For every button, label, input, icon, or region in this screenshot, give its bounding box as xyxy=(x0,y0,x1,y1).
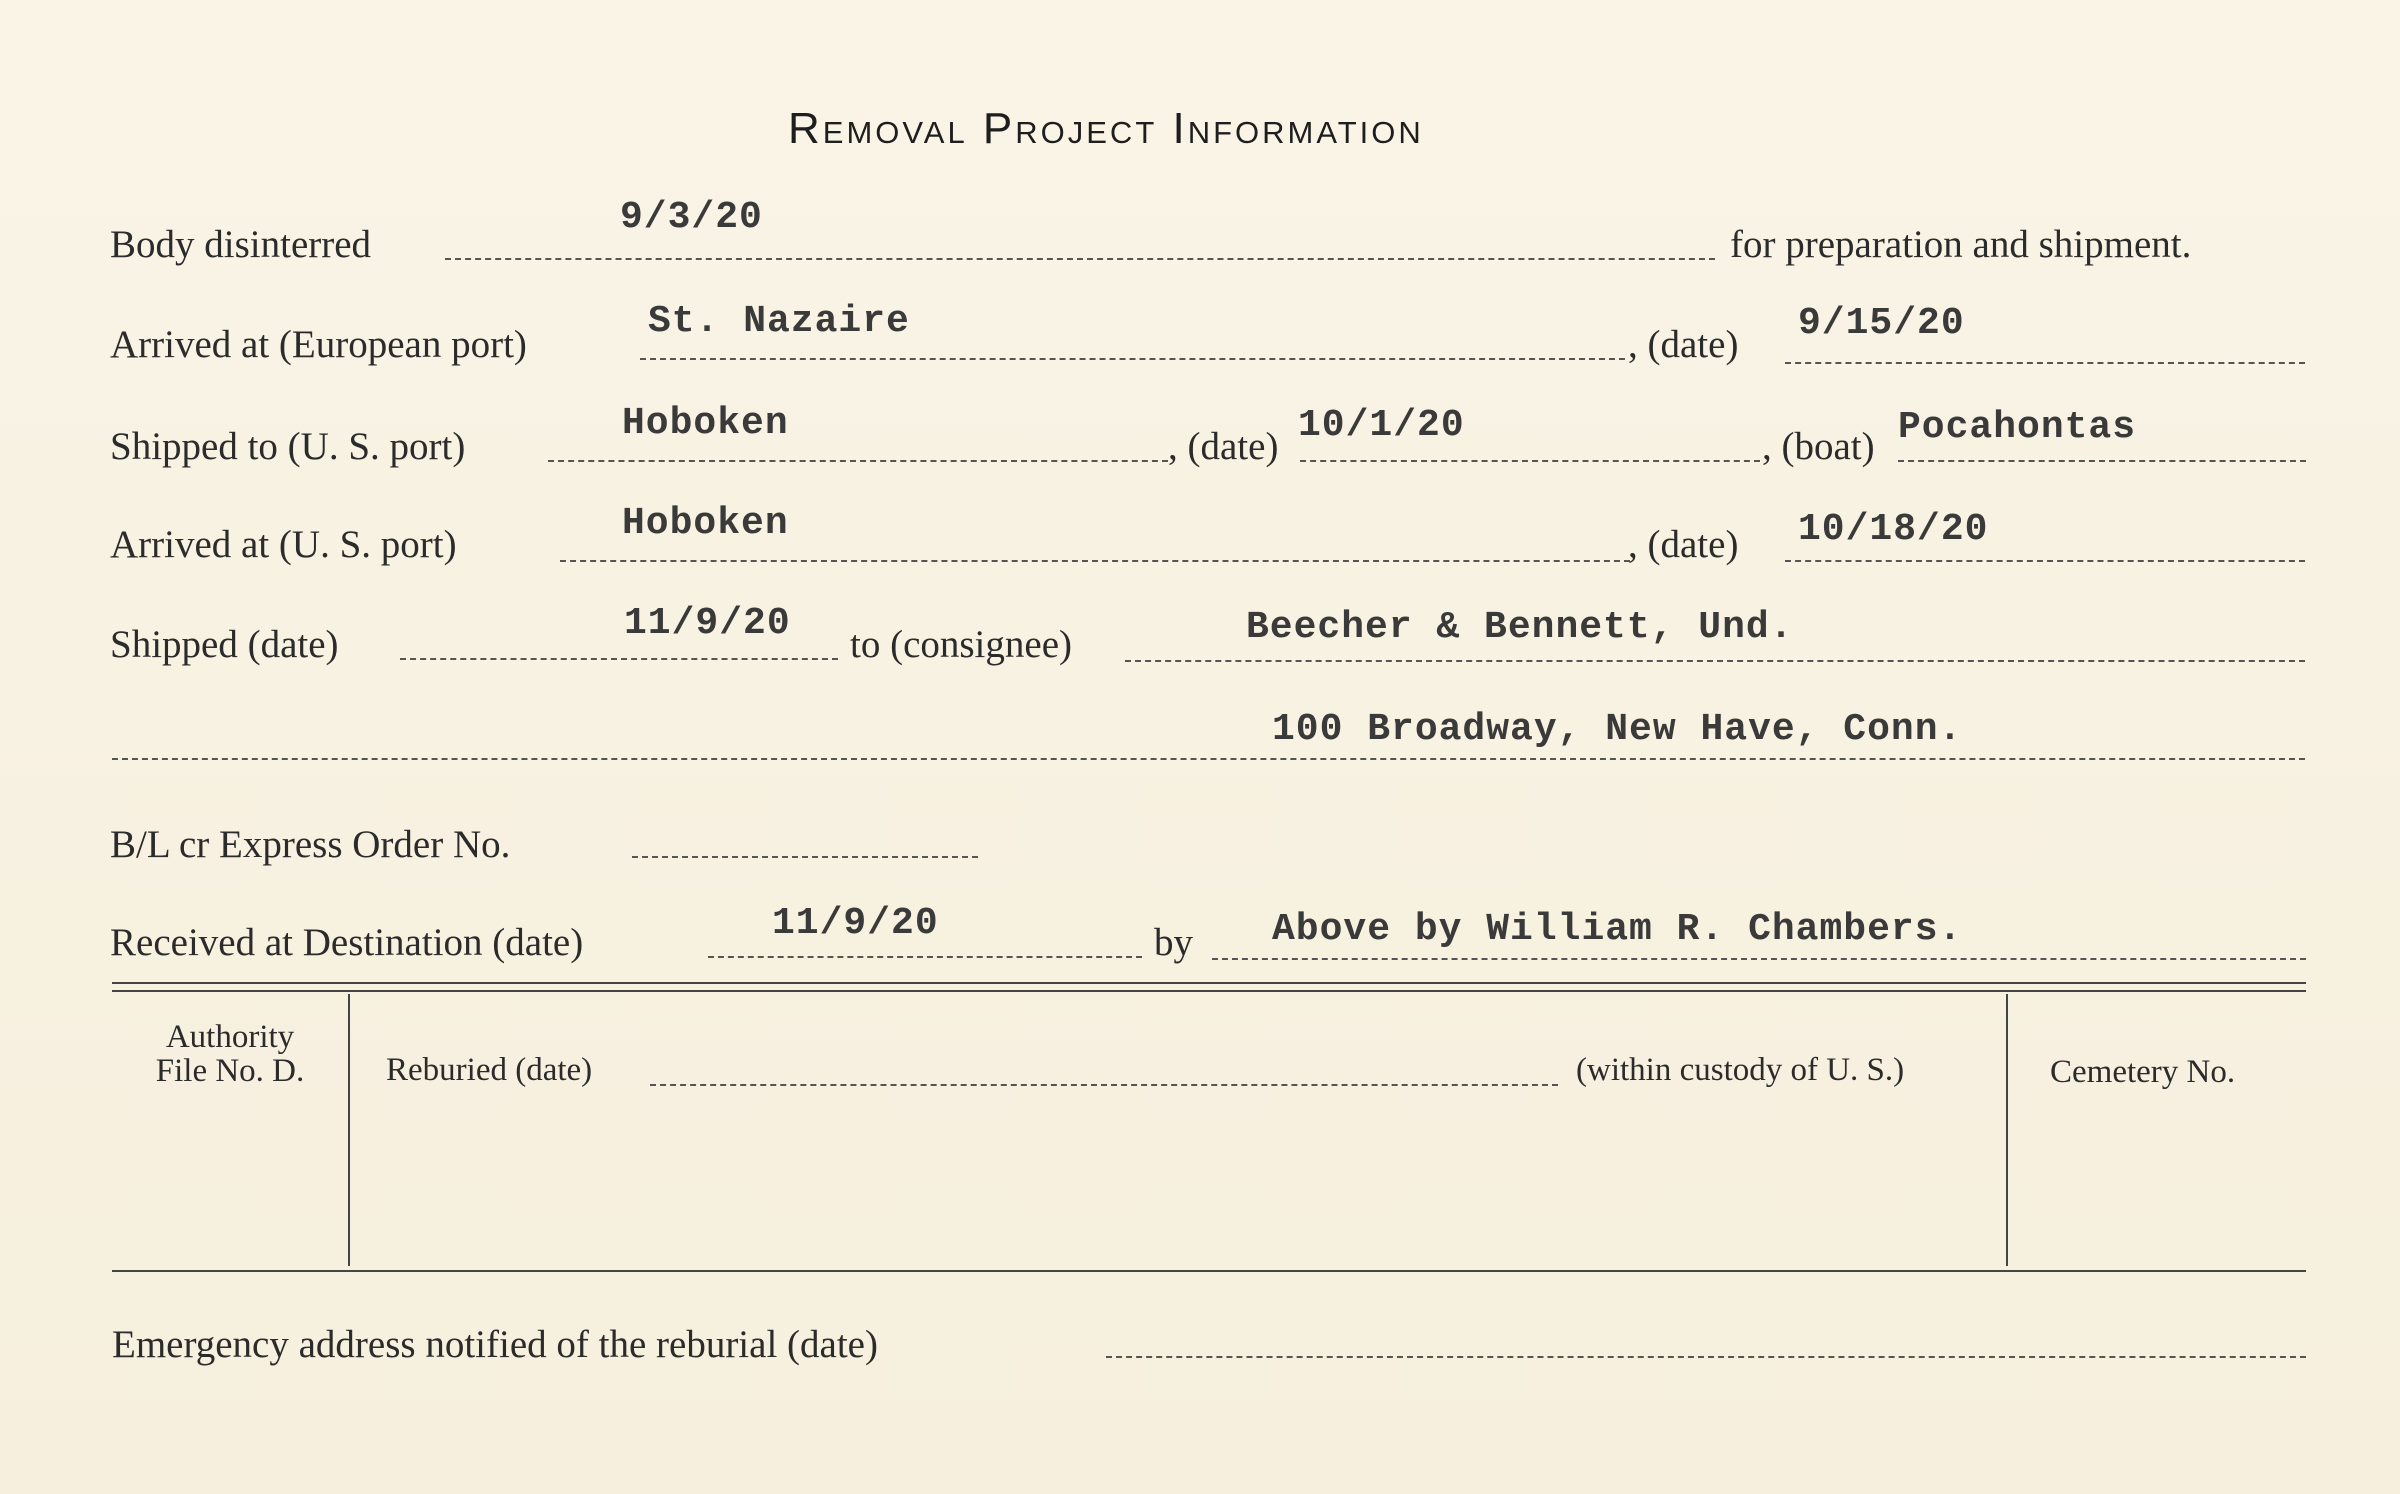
value-consignee: Beecher & Bennett, Und. xyxy=(1246,606,1794,649)
field-line-shipped-date xyxy=(400,658,838,660)
label-received-destination: Received at Destination (date) xyxy=(110,921,584,964)
label-by: by xyxy=(1154,921,1193,964)
label-cemetery-no: Cemetery No. xyxy=(2050,1054,2236,1090)
value-shipped-date: 11/9/20 xyxy=(624,602,791,645)
value-european-port: St. Nazaire xyxy=(648,300,910,343)
value-us-arrival-date: 10/18/20 xyxy=(1798,508,1989,551)
field-line-european-date xyxy=(1785,362,2305,364)
value-us-port-arrived: Hoboken xyxy=(622,502,789,545)
field-line-us-ship-date xyxy=(1300,460,1760,462)
field-line-us-port-shipped xyxy=(548,460,1168,462)
label-within-custody: (within custody of U. S.) xyxy=(1576,1052,1905,1088)
field-line-consignee xyxy=(1125,660,2305,662)
value-disinterred-date: 9/3/20 xyxy=(620,196,763,239)
label-us-arrival-date: , (date) xyxy=(1628,523,1739,566)
value-boat: Pocahontas xyxy=(1898,406,2137,449)
label-bl-express: B/L cr Express Order No. xyxy=(110,823,511,866)
label-body-disinterred: Body disinterred xyxy=(110,223,372,266)
value-us-ship-date: 10/1/20 xyxy=(1298,404,1465,447)
label-shipped-to-us: Shipped to (U. S. port) xyxy=(110,425,466,468)
field-line-disinterred xyxy=(445,258,1715,260)
value-received-by: Above by William R. Chambers. xyxy=(1272,908,1963,951)
label-arrived-european: Arrived at (European port) xyxy=(110,323,527,366)
field-line-european-port xyxy=(640,358,1625,360)
value-received-date: 11/9/20 xyxy=(772,902,939,945)
label-arrived-us: Arrived at (U. S. port) xyxy=(110,523,457,566)
divider-double-rule xyxy=(112,982,2306,992)
box-divider-right xyxy=(2006,994,2008,1266)
field-line-us-arrival-date xyxy=(1785,560,2305,562)
label-authority-file xyxy=(112,1020,348,1088)
label-shipped-date: Shipped (date) xyxy=(110,623,339,666)
value-us-port-shipped: Hoboken xyxy=(622,402,789,445)
label-to-consignee: to (consignee) xyxy=(850,623,1073,666)
field-line-bl-express xyxy=(632,856,978,858)
label-reburied: Reburied (date) xyxy=(386,1052,593,1088)
value-consignee-address: 100 Broadway, New Have, Conn. xyxy=(1272,708,1963,751)
field-line-received-by xyxy=(1212,958,2306,960)
field-line-consignee-address xyxy=(112,758,2305,760)
label-boat: , (boat) xyxy=(1762,425,1875,468)
box-divider-left xyxy=(348,994,350,1266)
value-european-arrival-date: 9/15/20 xyxy=(1798,302,1965,345)
field-line-reburied xyxy=(650,1084,1558,1086)
field-line-emergency xyxy=(1106,1356,2306,1358)
field-line-us-port-arrived xyxy=(560,560,1630,562)
label-authority-line1: Authority xyxy=(165,1019,295,1055)
box-bottom-rule xyxy=(112,1270,2306,1272)
field-line-boat xyxy=(1898,460,2306,462)
label-european-date: , (date) xyxy=(1628,323,1739,366)
label-us-ship-date: , (date) xyxy=(1168,425,1279,468)
field-line-received-date xyxy=(708,956,1142,958)
page-title: Removal Project Information xyxy=(788,104,1424,153)
label-for-preparation: for preparation and shipment. xyxy=(1730,223,2192,266)
label-emergency: Emergency address notified of the reburial (date) xyxy=(112,1323,878,1366)
label-authority-line2: File No. D. xyxy=(155,1053,305,1089)
